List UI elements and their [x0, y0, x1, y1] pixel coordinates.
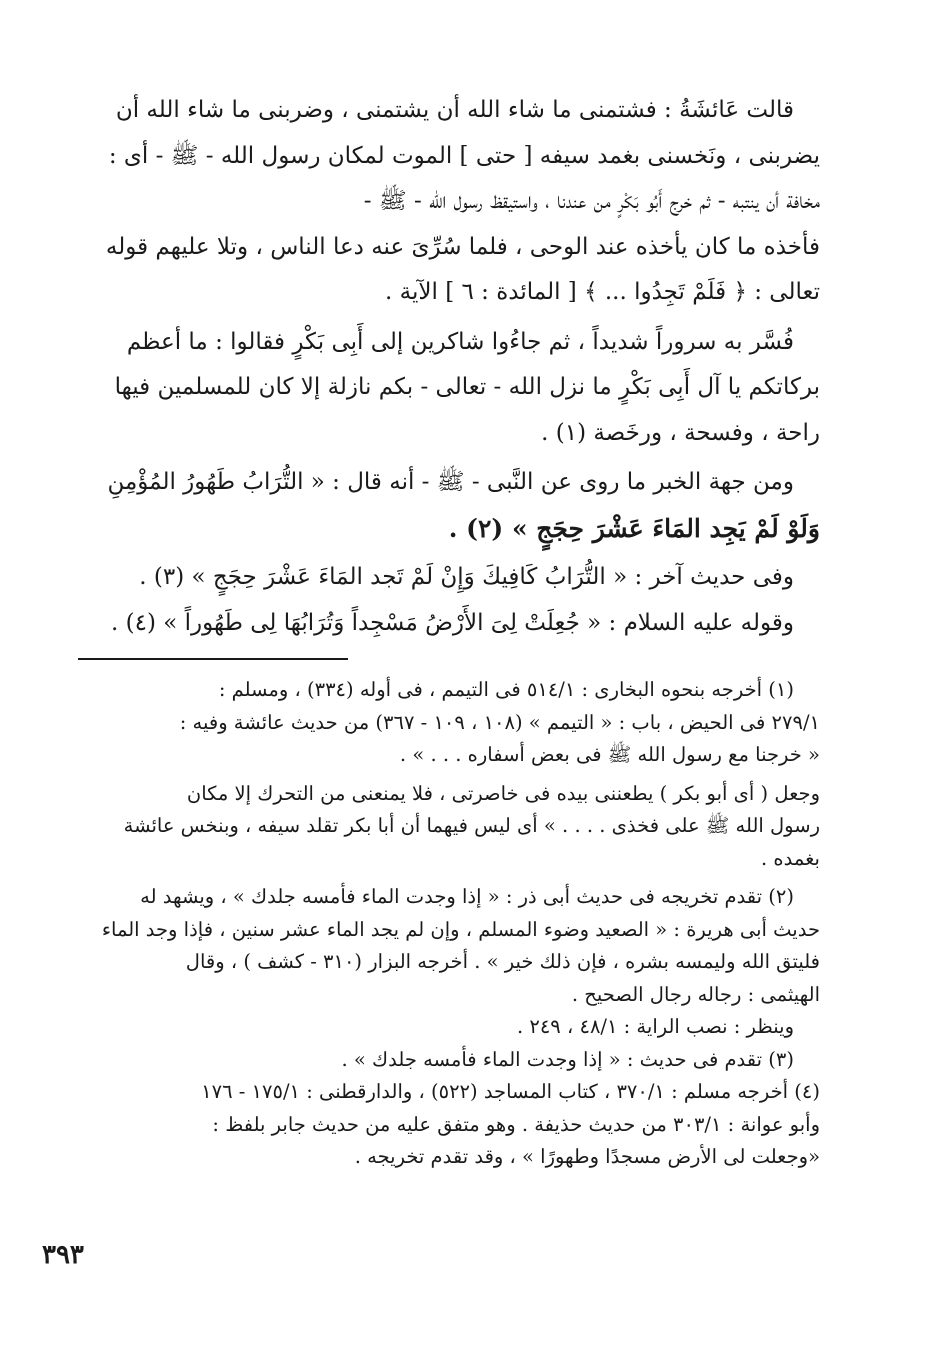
footnote-line: وجعل ( أى أبو بكر ) يطعننى بيده فى خاصرتى ، فلا يمنعنى من التحرك إلا مكان: [186, 781, 820, 805]
footnote-line: (٢) تقدم تخريجه فى حديث أبى ذر : « إذا وجدت الماء فأمسه جلدك » ، ويشهد له: [140, 885, 794, 908]
footnote-line: وينظر : نصب الراية : ٤٨/١ ، ٢٤٩ .: [516, 1015, 794, 1038]
footnote-line: (١) أخرجه بنحوه البخارى : ٥١٤/١ فى التيمم ، فى أوله (٣٣٤) ، ومسلم :: [218, 678, 794, 701]
main-line: وَلَوْ لَمْ يَجِد المَاءَ عَشْرَ حِجَجٍ » (٢) .: [448, 513, 820, 543]
page-body: [78, 88, 820, 1174]
main-text: [78, 88, 820, 646]
main-line: ومن جهة الخبر ما روى عن النَّبى - ﷺ - أنه قال : « التُّرَابُ طَهُورُ المُؤْمِنِ: [107, 469, 794, 495]
footnote-line: الهيثمى : رجاله رجال الصحيح .: [571, 982, 820, 1006]
footnote-line: رسول الله ﷺ على فخذى . . . . » أى ليس فيهما أن أبا بكر تقلد سيفه ، وبنخس عائشة: [123, 814, 820, 837]
footnote-line: ٢٧٩/١ فى الحيض ، باب : « التيمم » (١٠٨ ، ١٠٩ - ٣٦٧) من حديث عائشة وفيه :: [179, 710, 820, 734]
page-number: ٣٩٣: [42, 1240, 84, 1270]
main-line: مخافة أن ينتبه - ثم خرج أَبُو بَكْرٍ من عندنا ، واستيقظ رسول الله - ﷺ -: [363, 188, 820, 214]
main-line: فُسَّر به سروراً شديداً ، ثم جاءُوا شاكرين إلى أَبِى بَكْرٍ فقالوا : ما أعظم: [126, 328, 794, 355]
footnote-line: (٤) أخرجه مسلم : ٣٧٠/١ ، كتاب المساجد (٥٢٢) ، والدارقطنى : ١٧٥/١ - ١٧٦: [201, 1080, 820, 1103]
main-line: تعالى : ﴿ فَلَمْ تَجِدُوا ... ﴾ [ المائدة : ٦ ] الآية .: [385, 279, 820, 305]
main-line: بركاتكم يا آل أَبِى بَكْرٍ ما نزل الله - تعالى - بكم نازلة إلا كان للمسلمين فيها: [114, 374, 820, 400]
main-line: وفى حديث آخر : « التُّرَابُ كَافِيكَ وَإِنْ لَمْ تَجد المَاءَ عَشْرَ حِجَجٍ » (٣) .: [139, 564, 794, 590]
footnote-separator: [78, 658, 348, 660]
footnotes: [78, 674, 820, 1174]
footnote-line: بغمده .: [761, 846, 820, 870]
footnote-line: حديث أبى هريرة : « الصعيد وضوء المسلم ، وإن لم يجد الماء عشر سنين ، فإذا وجد الماء: [101, 917, 820, 941]
main-line: يضربنى ، ونَخسنى بغمد سيفه [ حتى ] الموت لمكان رسول الله - ﷺ - أى :: [108, 142, 820, 169]
footnote-line: فليتق الله وليمسه بشره ، فإن ذلك خير » . أخرجه البزار (٣١٠ - كشف ) ، وقال: [185, 950, 820, 973]
main-line: قالت عَائشَةُ : فشتمنى ما شاء الله أن يشتمنى ، وضربنى ما شاء الله أن: [115, 97, 794, 123]
main-line: راحة ، وفسحة ، ورخَصة (١) .: [541, 419, 820, 446]
footnote-line: « خرجنا مع رسول الله ﷺ فى بعض أسفاره . . . » .: [399, 743, 820, 766]
footnote-line: (٣) تقدم فى حديث : « إذا وجدت الماء فأمسه جلدك » .: [341, 1047, 794, 1071]
main-line: وقوله عليه السلام : « جُعِلَتْ لِىَ الأَرْضُ مَسْجِداً وَتُرَابُهَا لِى طَهُوراً » (٤) .: [110, 609, 794, 636]
footnote-line: وأبو عوانة : ٣٠٣/١ من حديث حذيفة . وهو متفق عليه من حديث جابر بلفظ :: [212, 1112, 820, 1136]
footnote-line: «وجعلت لى الأرض مسجدًا وطهورًا » ، وقد تقدم تخريجه .: [354, 1145, 820, 1168]
main-line: فأخذه ما كان يأخذه عند الوحى ، فلما سُرِّىَ عنه دعا الناس ، وتلا عليهم قوله: [105, 233, 820, 260]
